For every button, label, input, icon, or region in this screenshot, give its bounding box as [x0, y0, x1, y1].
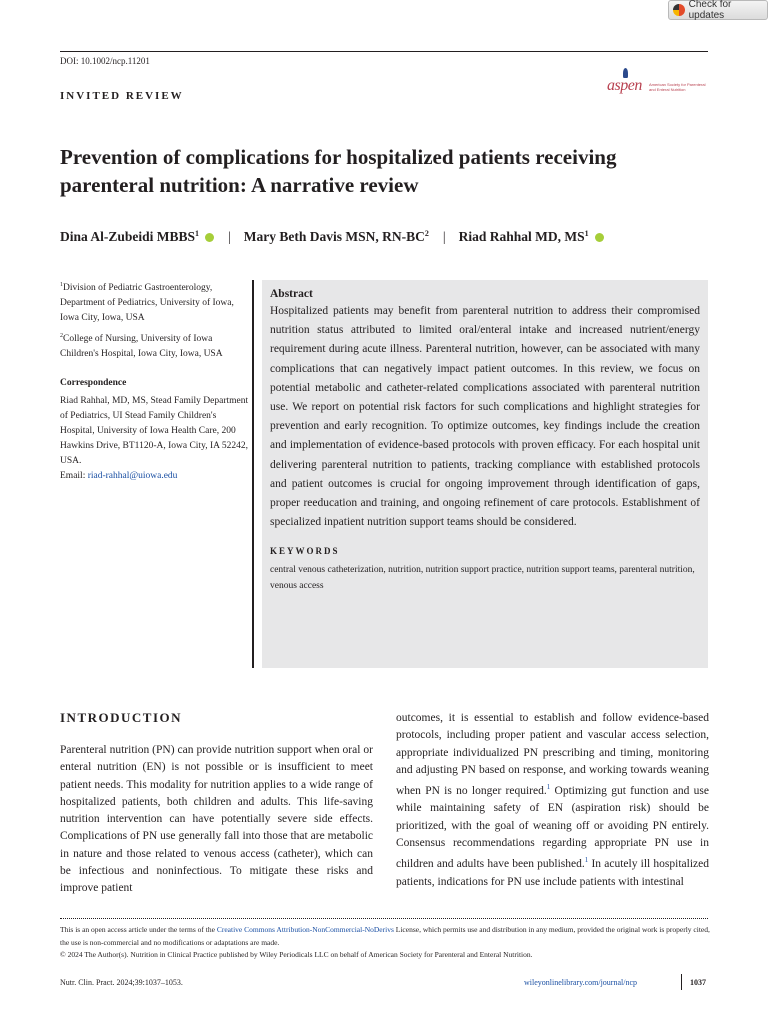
abstract-divider [252, 280, 254, 668]
copyright-line: © 2024 The Author(s). Nutrition in Clinical Practice published by Wiley Periodicals LLC on behalf of American Society for Parenteral and Enteral Nutrition. [60, 950, 533, 959]
journal-url-link[interactable]: wileyonlinelibrary.com/journal/ncp [524, 978, 638, 987]
author-list [60, 229, 604, 245]
crossmark-icon [673, 4, 685, 16]
author-1[interactable]: Dina Al-Zubeidi MBBS$^1$ [60, 229, 200, 244]
logo-wordmark: aspen [607, 77, 642, 94]
affiliation-1: $^1$Division of Pediatric Gastroenterology, Department of Pediatrics, University of Iowa, Iowa City, Iowa, USA [60, 282, 234, 323]
orcid-icon[interactable] [205, 233, 214, 242]
author-separator: | [442, 229, 446, 244]
check-for-updates-button[interactable] [668, 0, 768, 20]
correspondence-text: Riad Rahhal, MD, MS, Stead Family Department of Pediatrics, UI Stead Family Children's Hospital, University of Iowa Health Care, 200 Hawkins Drive, BT1120-A, Iowa City, IA 52242, USA. Email: riad-rahhal@uiowa.edu [60, 396, 249, 481]
aspen-logo [607, 68, 710, 100]
license-notice: This is an open access article under the terms of the Creative Commons Attribution-NonCommercial-NoDerivs License, which permits use and distribution in any medium, provided the original work is properly cited, the use is non-commercial and no modifications or adaptations are made. © 2024 The Author(s). Nutrition in Clinical Practice published by Wiley Periodicals LLC on behalf of American Society for Parenteral and Enteral Nutrition. [60, 924, 710, 962]
author-2[interactable]: Mary Beth Davis MSN, $RN-BC^2$ [243, 229, 429, 244]
license-link[interactable]: Creative Commons Attribution-NonCommercial-NoDerivs [216, 925, 394, 934]
reference-link[interactable]: 1 [546, 783, 551, 792]
check-for-updates-label: Check for updates [688, 0, 732, 21]
affiliation-2: $^2$College of Nursing, University of Iowa Children's Hospital, Iowa City, Iowa, USA [60, 333, 223, 359]
reference-link[interactable]: 1 [584, 856, 589, 865]
affiliations-column [60, 278, 250, 487]
correspondence-label: Correspondence [60, 378, 127, 388]
orcid-icon[interactable] [595, 233, 604, 242]
author-separator: | [228, 229, 231, 244]
keywords-text: central venous catheterization, nutrition, nutrition support practice, nutrition support teams, parenteral nutrition, venous access [270, 565, 695, 592]
footnote-rule [60, 918, 708, 919]
abstract-heading: Abstract [270, 288, 313, 300]
article-title: Prevention of complications for hospitalized patients receiving parenteral nutrition: A narrative review [60, 145, 617, 197]
author-3[interactable]: Riad Rahhal MD, $MS^1$ [458, 229, 589, 244]
introduction-heading: INTRODUCTION [60, 710, 183, 725]
doi-text: DOI: 10.1002/ncp.11201 [60, 56, 150, 66]
keywords-heading: KEYWORDS [270, 546, 340, 557]
abstract-body: Hospitalized patients may benefit from parenteral nutrition to address their compromised nutrition status attributed to limited oral/enteral intake and increased nutrient/energy requirement during acute illness. Parenteral nutrition, however, can be associated with many complications that can negatively impact patient outcomes. In this review, we focus on potential metabolic and catheter-related complications associated with parenteral nutrition use. We report on potential risk factors for such complications and highlight strategies for prevention and early recognition. To optimize outcomes, key findings include the creation and implementation of evidence-based protocols with proven efficacy. For each hospital unit delivering parenteral nutrition to patients, tracking compliance with established protocols and patient outcomes is crucial for ongoing improvement through identification of gaps, proper reeducation and training, and ongoing refinement of care protocols. Establishment of specialized inpatient nutrition support teams should be considered. [270, 305, 700, 529]
footer-divider [681, 974, 682, 990]
abstract-box [262, 280, 708, 668]
header-rule [60, 51, 708, 52]
section-label: INVITED REVIEW [60, 90, 184, 102]
body-column-right: outcomes, it is essential to establish and follow evidence-based protocols, including proper patient and vascular access selection, appropriate individualized PN prescribing and timing, monitoring and adjusting PN based on response, and working towards weaning when PN is no longer required.$^1$ Optimizing gut function and use while maintaining safety of EN (aspiration risk) should be prioritized, with the goal of weaning off or avoiding PN entirely. Consensus recommendations regarding appropriate PN use in children and adults have been published.$^1$ In acutely ill hospitalized patients, indications for PN use include patients with intestinal [396, 712, 710, 888]
logo-tagline: American Society for Parenteral and Enteral Nutrition [649, 82, 706, 92]
citation-text: Nutr. Clin. Pract. 2024;39:1037–1053. [60, 978, 183, 987]
page-number: 1037 [690, 978, 706, 987]
email-link[interactable]: riad-rahhal@uiowa.edu [87, 471, 178, 481]
body-column-left: Parenteral nutrition (PN) can provide nutrition support when oral or enteral nutrition (EN) is not possible or is insufficient to meet patient needs. This modality for nutrition applies to a wide range of hospitalized patients, both children and adults. This life-saving nutrition intervention can have potentially severe side effects. Complications of PN use generally fall into those that are metabolic in nature and those related to venous access (catheter), which can be infectious and noninfectious. To mitigate these risks and improve patient [60, 744, 373, 895]
